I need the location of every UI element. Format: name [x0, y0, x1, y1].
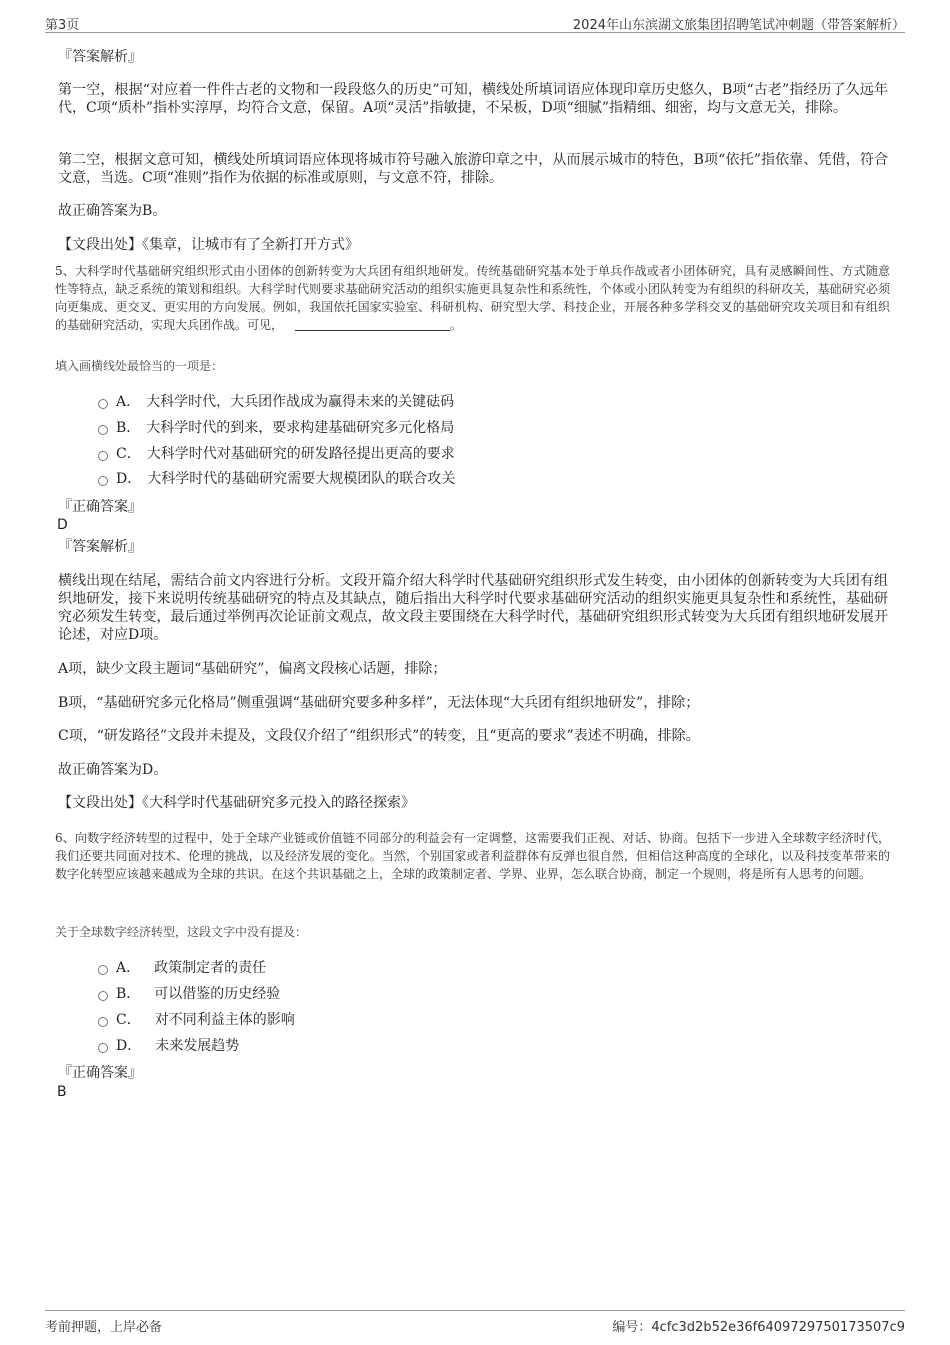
q5-blank [295, 318, 450, 331]
q4-conclusion: 故正确答案为B。 [58, 203, 167, 219]
option-letter: A． [116, 960, 141, 976]
q5-conclusion: 故正确答案为D。 [58, 762, 168, 778]
option-letter: B． [116, 986, 141, 1002]
option-letter: A． [116, 394, 141, 410]
q6-prompt: 关于全球数字经济转型，这段文字中没有提及： [55, 925, 308, 939]
q6-option-b[interactable] [98, 984, 280, 1004]
page-number: 第3页 [45, 18, 80, 33]
option-text: 大科学时代对基础研究的研发路径提出更高的要求 [146, 446, 455, 462]
option-letter: C． [116, 1012, 141, 1028]
document-title: 2024年山东滨湖文旅集团招聘笔试冲刺题（带答案解析） [572, 18, 905, 33]
q6-option-a[interactable] [98, 958, 266, 978]
q5-option-b[interactable] [98, 418, 454, 438]
radio-icon[interactable] [98, 399, 108, 409]
q4-analysis-p1: 第一空，根据“对应着一件件古老的文物和一段段悠久的历史”可知，横线处所填词语应体现印章历史悠久，B项“古老”指经历了久远年代，C项“质朴”指朴实淳厚，均符合文意，保留。A项“灵活”指敏捷，不呆板，D项“细腻”指精细、细密，均与文意无关，排除。 [58, 82, 888, 116]
q4-analysis-p2: 第二空，根据文意可知，横线处所填词语应体现将城市符号融入旅游印章之中，从而展示城市的特色，B项“依托”指依靠、凭借，符合文意，当选。C项“准则”指作为依据的标准或原则，与文意不符，排除。 [58, 152, 888, 186]
q5-analysis-pB: B项，“基础研究多元化格局”侧重强调“基础研究要多种多样”，无法体现“大兵团有组织地研发”，排除； [58, 695, 700, 711]
option-text: 大科学时代，大兵团作战成为赢得未来的关键砝码 [146, 394, 455, 410]
q4-source: 【文段出处】《集章，让城市有了全新打开方式》 [58, 237, 359, 253]
q5-answer-label: 『正确答案』 [58, 499, 142, 515]
q5-source: 【文段出处】《大科学时代基础研究多元投入的路径探索》 [58, 795, 415, 811]
q5-analysis-p1: 横线出现在结尾，需结合前文内容进行分析。文段开篇介绍大科学时代基础研究组织形式发生转变，由小团体的创新转变为大兵团有组织地研发，接下来说明传统基础研究的特点及其缺点，随后指出大科学时代要求基础研究活动的组织实施更具复杂性和系统性，基础研究必须发生转变，最后通过举例再次论证前文观点，故文段主要围绕在大科学时代，基础研究组织形式转变为大兵团有组织地研发展开论述，对应D项。 [58, 573, 888, 643]
q5-stem-end: 。 [450, 318, 463, 332]
document-id: 编号：4cfc3d2b52e36f6409729750173507c9 [612, 1320, 905, 1335]
q5-answer: D [57, 517, 68, 533]
option-text: 大科学时代的基础研究需要大规模团队的联合攻关 [147, 471, 456, 487]
radio-icon[interactable] [98, 476, 108, 486]
radio-icon[interactable] [98, 1043, 108, 1053]
q5-stem-text: 5、大科学时代基础研究组织形式由小团体的创新转变为大兵团有组织地研发。传统基础研究基本处于单兵作战或者小团体研究，具有灵感瞬间性、方式随意性等特点，缺乏系统的策划和组织。大科学时代则要求基础研究活动的组织实施更具复杂性和系统性，个体或小团队转变为有组织的科研攻关，基础研究必须向更集成、更交叉、更实用的方向发展。例如，我国依托国家实验室、科研机构、研究型大学、科技企业，开展各种多学科交叉的基础研究攻关项目和有组织的基础研究活动，实现大兵团作战。可见， [55, 264, 890, 332]
q6-option-c[interactable] [98, 1010, 295, 1030]
option-letter: B． [116, 420, 141, 436]
q5-prompt: 填入画横线处最恰当的一项是： [55, 359, 224, 373]
footer-slogan: 考前押题，上岸必备 [45, 1320, 163, 1335]
radio-icon[interactable] [98, 1017, 108, 1027]
q5-analysis-pA: A项，缺少文段主题词“基础研究”，偏离文段核心话题，排除； [58, 661, 447, 677]
q5-option-d[interactable] [98, 469, 455, 489]
option-letter: D． [116, 471, 142, 487]
radio-icon[interactable] [98, 991, 108, 1001]
option-text: 对不同利益主体的影响 [154, 1012, 295, 1028]
radio-icon[interactable] [98, 451, 108, 461]
option-letter: D． [116, 1038, 142, 1054]
option-text: 政策制定者的责任 [154, 960, 267, 976]
q6-answer: B [57, 1084, 67, 1100]
q6-stem: 6、向数字经济转型的过程中，处于全球产业链或价值链不同部分的利益会有一定调整，这需要我们正视、对话、协商。包括下一步进入全球数字经济时代，我们还要共同面对技术、伦理的挑战，以及经济发展的变化。当然，个别国家或者利益群体有反弹也很自然，但相信这种高度的全球化，以及科技变革带来的数字化转型应该越来越成为全球的共识。在这个共识基础之上，全球的政策制定者、学界、业界，怎么联合协商，制定一个规则，将是所有人思考的问题。 [55, 831, 890, 881]
q5-option-a[interactable] [98, 392, 454, 412]
page-header [45, 10, 905, 33]
q4-analysis-label: 『答案解析』 [58, 49, 142, 65]
option-letter: C． [116, 446, 141, 462]
option-text: 大科学时代的到来，要求构建基础研究多元化格局 [146, 420, 455, 436]
radio-icon[interactable] [98, 965, 108, 975]
q5-option-c[interactable] [98, 444, 455, 464]
q6-option-d[interactable] [98, 1036, 239, 1056]
q5-analysis-pC: C项，“研发路径”文段并未提及，文段仅介绍了“组织形式”的转变，且“更高的要求”表述不明确，排除。 [58, 728, 700, 744]
q5-analysis-label: 『答案解析』 [58, 539, 142, 555]
q6-answer-label: 『正确答案』 [58, 1065, 142, 1081]
option-text: 可以借鉴的历史经验 [154, 986, 281, 1002]
page-footer [45, 1310, 905, 1335]
q5-stem [55, 262, 890, 334]
option-text: 未来发展趋势 [155, 1038, 240, 1054]
radio-icon[interactable] [98, 425, 108, 435]
